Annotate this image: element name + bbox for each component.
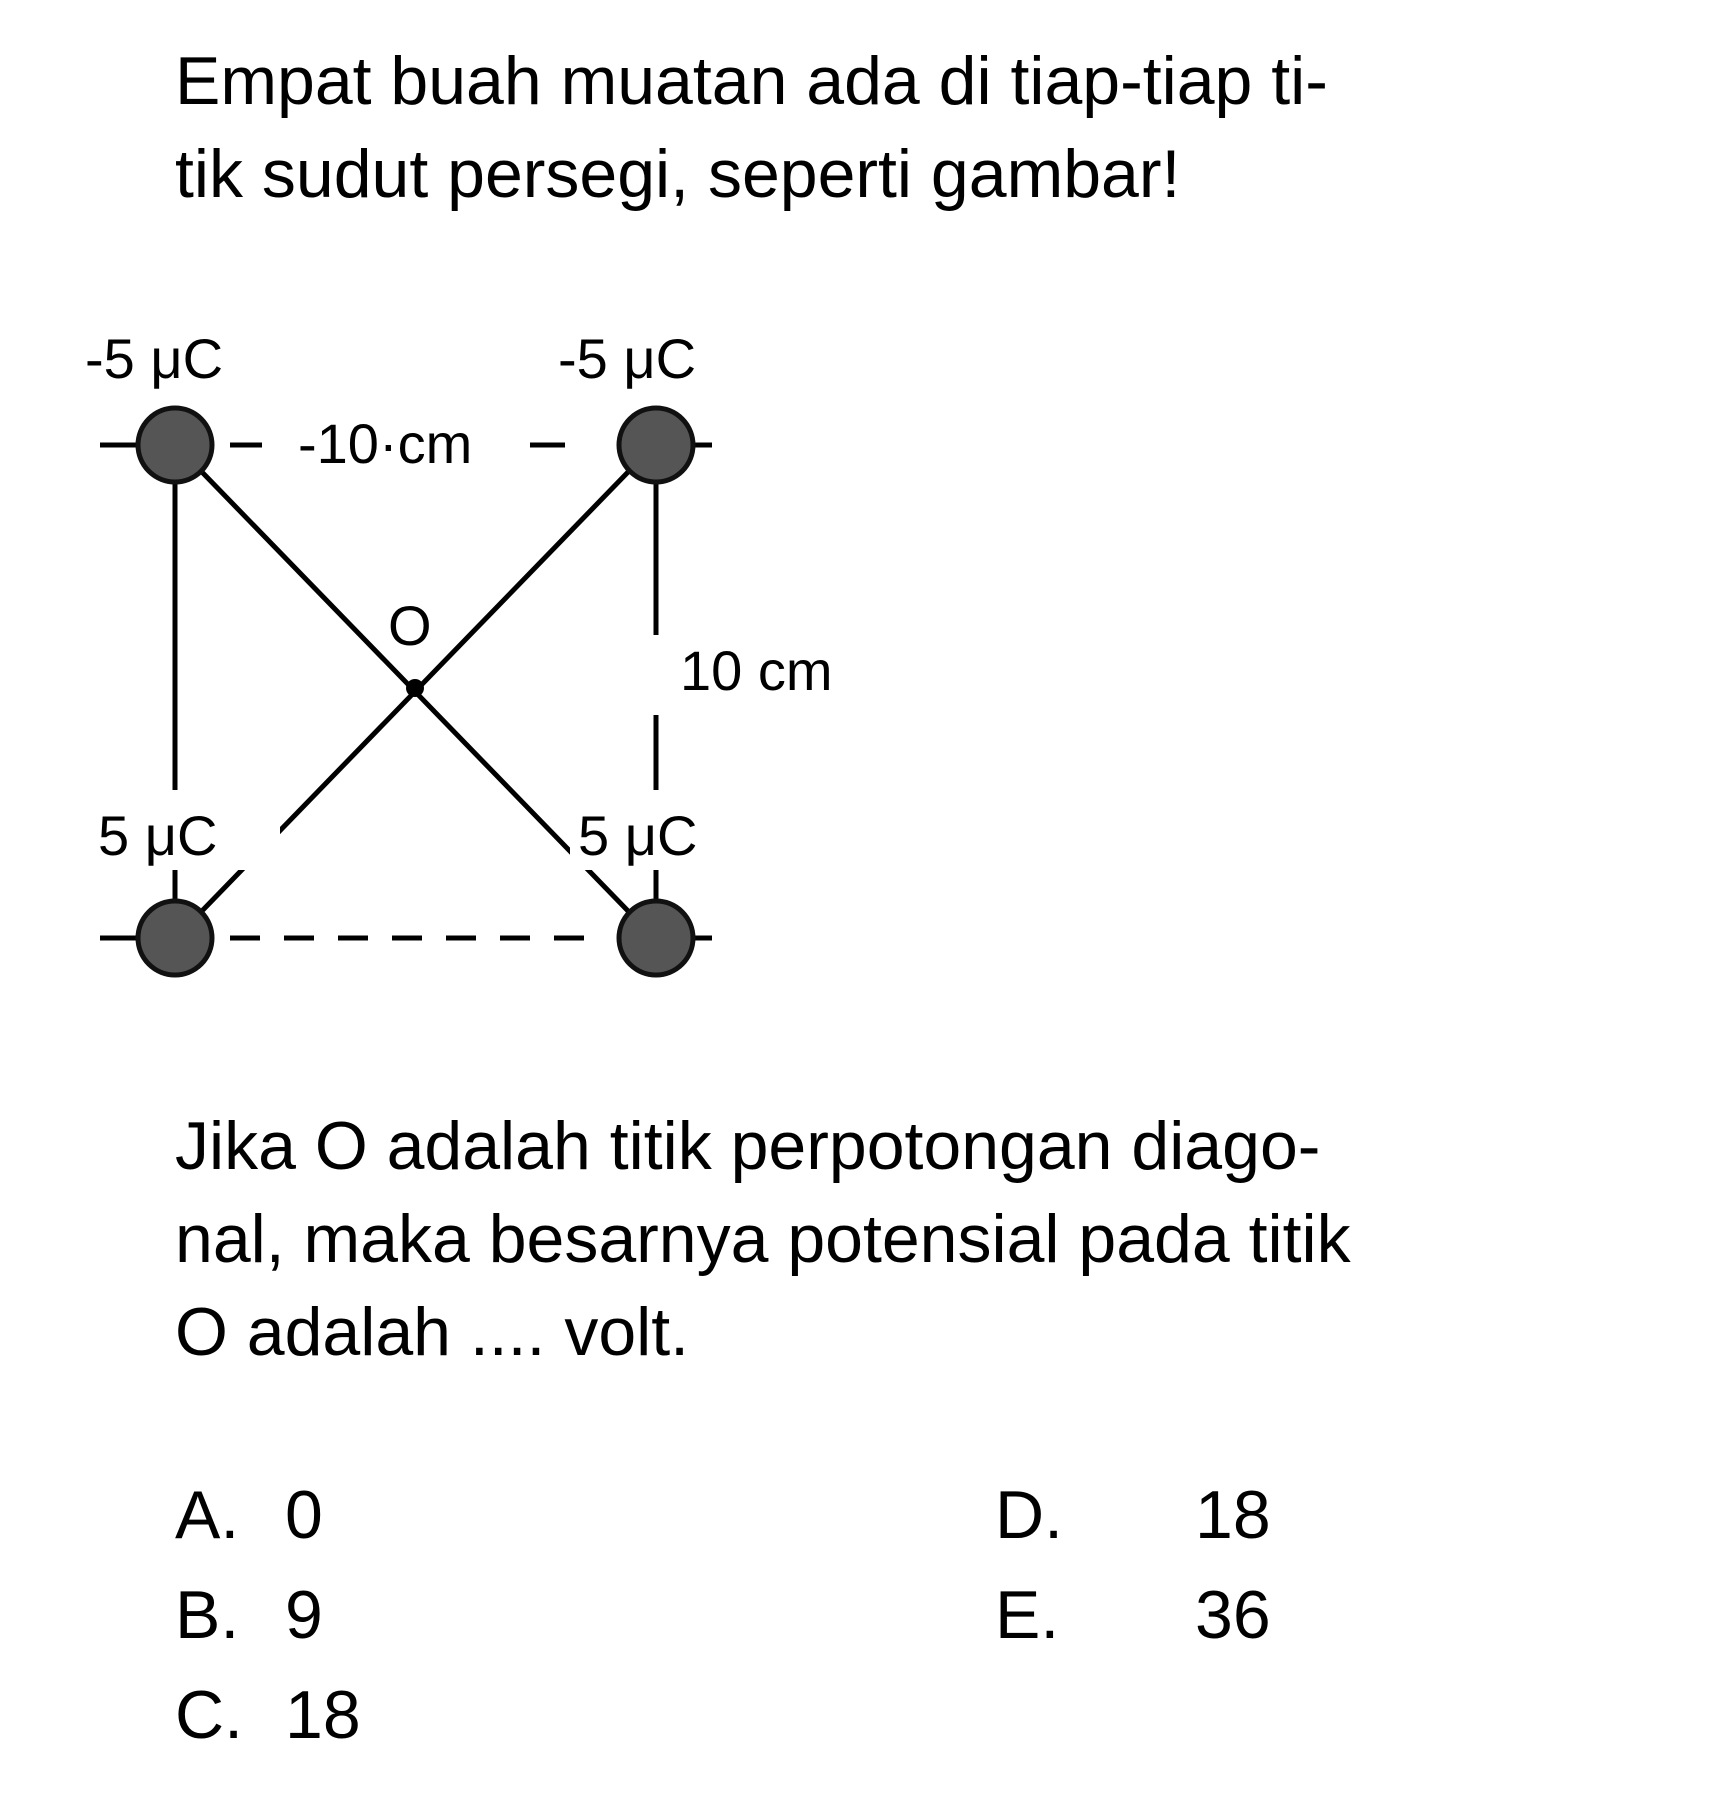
option-b-letter: B. bbox=[175, 1577, 240, 1653]
option-d[interactable] bbox=[995, 1475, 1271, 1555]
option-c[interactable] bbox=[175, 1675, 361, 1755]
option-e-letter: E. bbox=[995, 1577, 1060, 1653]
charge-bottom-right bbox=[619, 901, 693, 975]
charge-bottom-left bbox=[138, 901, 212, 975]
option-d-letter: D. bbox=[995, 1477, 1063, 1553]
question-line-1: Jika O adalah titik perpotongan diago- bbox=[175, 1108, 1321, 1184]
intro-line-2: tik sudut persegi, seperti gambar! bbox=[175, 136, 1181, 212]
option-a-value: 0 bbox=[285, 1477, 323, 1553]
option-b[interactable] bbox=[175, 1575, 323, 1655]
option-c-value: 18 bbox=[285, 1677, 361, 1753]
question-line-2: nal, maka besarnya potensial pada titik bbox=[175, 1201, 1351, 1277]
intro-line-1: Empat buah muatan ada di tiap-tiap ti- bbox=[175, 43, 1328, 119]
option-e[interactable] bbox=[995, 1575, 1271, 1655]
charge-label-bottom-right: 5 μC bbox=[578, 804, 698, 867]
charge-top-right bbox=[619, 408, 693, 482]
charge-label-top-left: -5 μC bbox=[85, 327, 224, 390]
charge-top-left bbox=[138, 408, 212, 482]
option-a[interactable] bbox=[175, 1475, 323, 1555]
option-b-value: 9 bbox=[285, 1577, 323, 1653]
question-line-3: O adalah .... volt. bbox=[175, 1294, 690, 1370]
question-text bbox=[175, 1100, 1705, 1379]
option-a-letter: A. bbox=[175, 1477, 240, 1553]
side-distance-label: 10 cm bbox=[680, 639, 833, 702]
top-distance-label: -10·cm bbox=[298, 412, 473, 475]
option-d-value: 18 bbox=[1195, 1477, 1271, 1553]
center-point-o bbox=[406, 679, 424, 697]
charge-label-top-right: -5 μC bbox=[558, 327, 697, 390]
charge-label-bottom-left: 5 μC bbox=[98, 804, 218, 867]
option-c-letter: C. bbox=[175, 1677, 243, 1753]
option-e-value: 36 bbox=[1195, 1577, 1271, 1653]
center-label-o: O bbox=[388, 594, 432, 657]
